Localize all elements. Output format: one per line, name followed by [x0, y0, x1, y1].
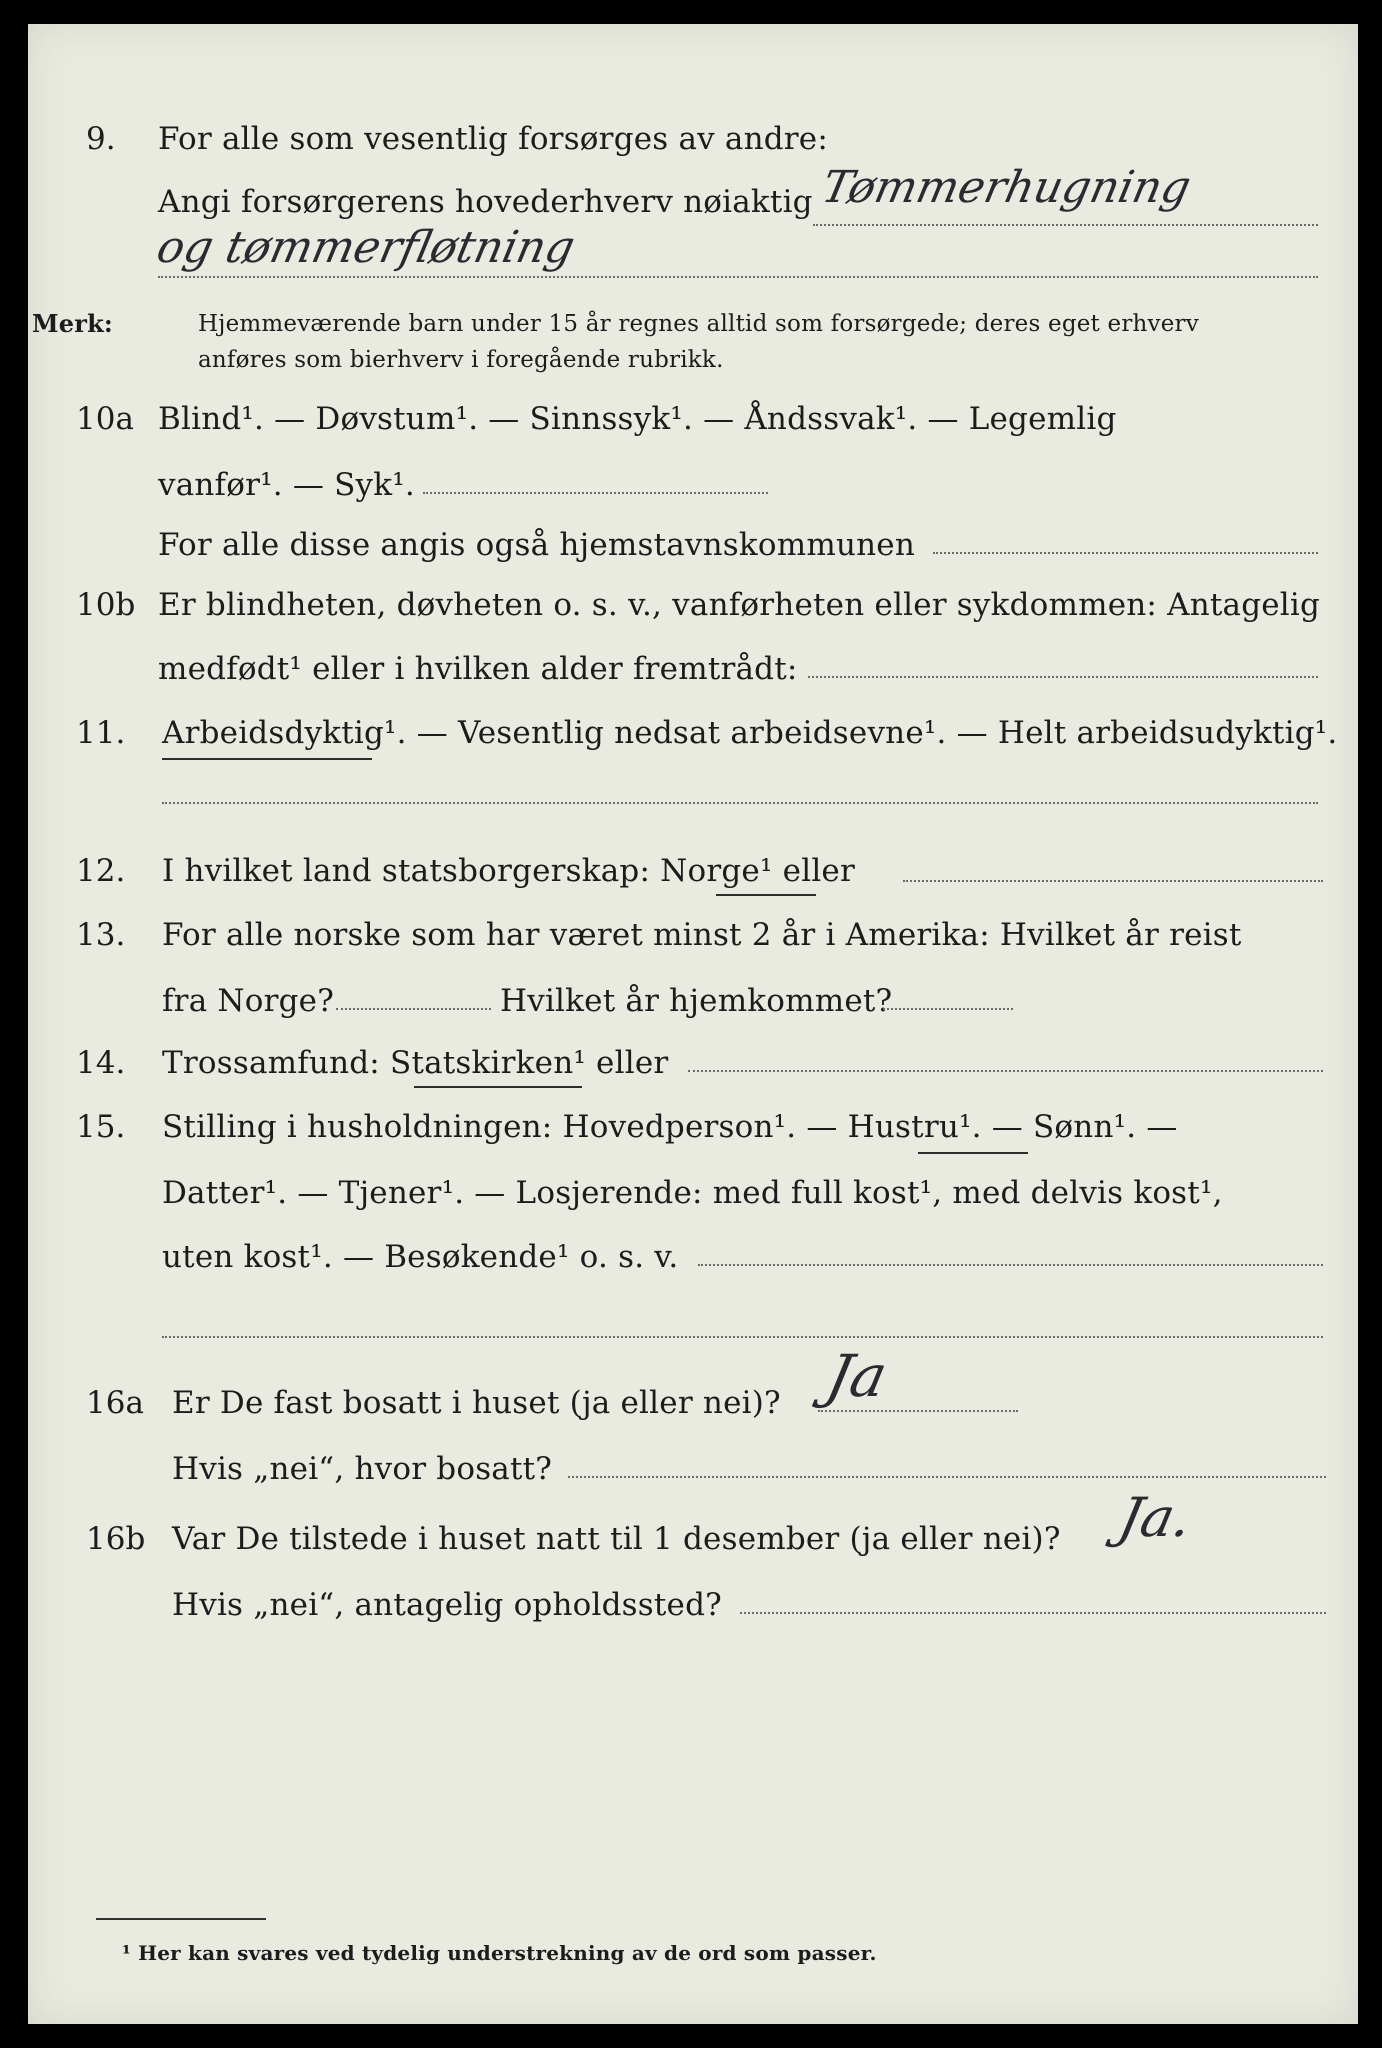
question-text: Hvilket år hjemkommet? [500, 983, 893, 1019]
handwritten-answer: Ja [820, 1342, 894, 1410]
question-text: fra Norge? [162, 983, 335, 1019]
question-text: Er De fast bosatt i huset (ja eller nei)? [172, 1385, 781, 1421]
footnote-rule [96, 1918, 266, 1920]
answer-line [336, 1008, 491, 1010]
question-number: 13. [76, 917, 126, 953]
answer-line [933, 552, 1318, 554]
answer-underline [716, 894, 816, 896]
answer-line [162, 1336, 1323, 1338]
answer-underline [162, 758, 372, 760]
answer-line [813, 224, 1318, 226]
answer-line [808, 676, 1318, 678]
question-text: Angi forsørgerens hovederhverv nøiaktig [158, 184, 813, 220]
note-text: Hjemmeværende barn under 15 år regnes alltid som forsørgede; deres eget erhverv [198, 311, 1199, 337]
handwritten-answer: og tømmerfløtning [152, 222, 580, 273]
handwritten-answer: Tømmerhugning [817, 162, 1196, 213]
question-number: 9. [86, 121, 116, 157]
question-text: Arbeidsdyktig¹. — Vesentlig nedsat arbeidsevne¹. — Helt arbeidsudyktig¹. [162, 715, 1338, 751]
question-text: vanfør¹. — Syk¹. [158, 467, 415, 503]
question-number: 10b [76, 587, 136, 623]
question-text: Var De tilstede i huset natt til 1 desember (ja eller nei)? [172, 1521, 1061, 1557]
answer-line [818, 1410, 1018, 1412]
question-text: Hvis „nei“, hvor bosatt? [172, 1451, 553, 1487]
question-text: medfødt¹ eller i hvilken alder fremtrådt: [158, 651, 798, 687]
question-number: 15. [76, 1109, 126, 1145]
question-text: For alle som vesentlig forsørges av andre: [158, 121, 828, 157]
census-form-page [28, 24, 1358, 2024]
question-text: Er blindheten, døvheten o. s. v., vanførheten eller sykdommen: Antagelig [158, 587, 1321, 623]
answer-line [903, 880, 1323, 882]
question-text: For alle disse angis også hjemstavnskommunen [158, 527, 915, 563]
footnote: ¹ Her kan svares ved tydelig understrekning av de ord som passer. [122, 1941, 877, 1965]
answer-underline [918, 1152, 1028, 1154]
note-label: Merk: [32, 309, 113, 338]
question-text: For alle norske som har været minst 2 år i Amerika: Hvilket år reist [162, 917, 1242, 953]
handwritten-answer: Ja. [1113, 1486, 1198, 1549]
question-text: Stilling i husholdningen: Hovedperson¹. — Hustru¹. — Sønn¹. — [162, 1109, 1178, 1145]
question-text: Hvis „nei“, antagelig opholdssted? [172, 1587, 722, 1623]
question-number: 14. [76, 1045, 126, 1081]
answer-line [162, 802, 1318, 804]
question-text: Trossamfund: Statskirken¹ eller [162, 1045, 669, 1081]
answer-line [883, 1008, 1013, 1010]
question-number: 12. [76, 853, 126, 889]
answer-line [698, 1264, 1323, 1266]
answer-line [688, 1070, 1323, 1072]
question-text: Datter¹. — Tjener¹. — Losjerende: med full kost¹, med delvis kost¹, [162, 1175, 1223, 1211]
question-number: 10a [76, 401, 134, 437]
question-number: 16b [86, 1521, 146, 1557]
answer-line [568, 1476, 1326, 1478]
answer-line [158, 276, 1318, 278]
question-text: uten kost¹. — Besøkende¹ o. s. v. [162, 1239, 679, 1275]
question-number: 11. [76, 715, 126, 751]
answer-line [423, 492, 768, 494]
note-text: anføres som bierhverv i foregående rubrikk. [198, 347, 724, 373]
question-text: Blind¹. — Døvstum¹. — Sinnssyk¹. — Åndssvak¹. — Legemlig [158, 401, 1117, 437]
answer-line [740, 1612, 1326, 1614]
answer-underline [414, 1086, 582, 1088]
question-number: 16a [86, 1385, 144, 1421]
question-text: I hvilket land statsborgerskap: Norge¹ eller [162, 853, 855, 889]
